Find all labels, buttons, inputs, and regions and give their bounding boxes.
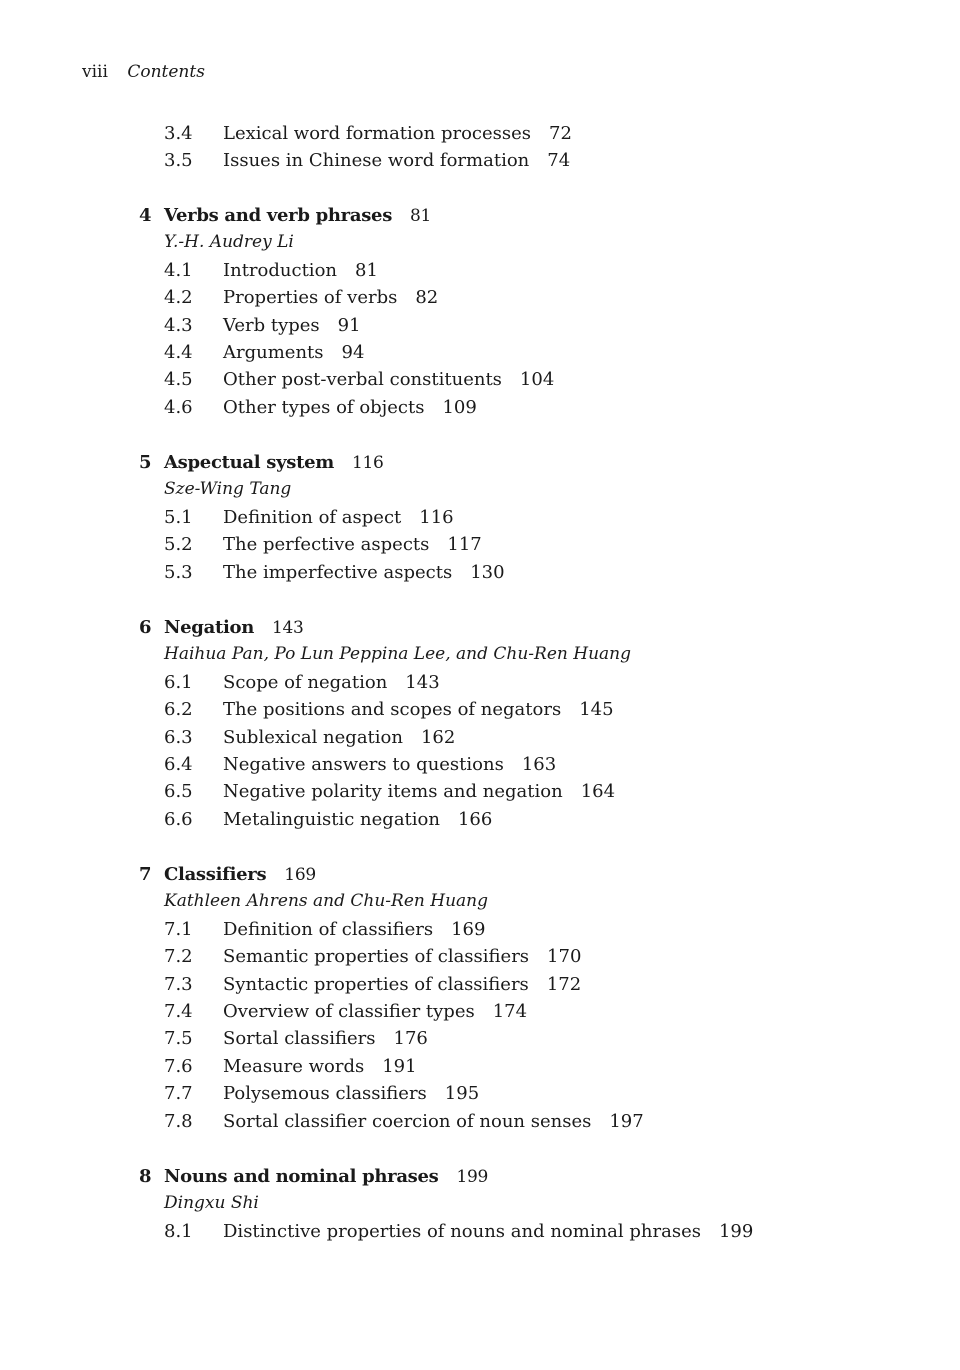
section-title: Semantic properties of classifiers [223, 946, 530, 968]
toc-section[interactable] [0, 778, 960, 805]
chapter-title: Negation [164, 617, 254, 638]
toc-section[interactable] [0, 724, 960, 751]
toc-section[interactable] [0, 1053, 960, 1080]
chapter-heading[interactable] [0, 614, 960, 641]
section-page: 172 [546, 973, 582, 995]
section-title: Negative answers to questions [223, 753, 504, 775]
section-page: 145 [579, 699, 614, 721]
section-number: 4.6 [164, 396, 193, 418]
section-title: Negative polarity items and negation [223, 781, 563, 803]
section-number: 6.4 [164, 753, 193, 775]
toc-section[interactable] [0, 120, 960, 147]
section-title: Definition of aspect [223, 506, 402, 528]
section-title: Definition of classifiers [223, 918, 434, 940]
chapter-author: Haihua Pan, Po Lun Peppina Lee, and Chu-Ren Huang [164, 644, 631, 665]
section-number: 3.5 [164, 150, 193, 172]
chapter-author: Kathleen Ahrens and Chu-Ren Huang [164, 891, 488, 912]
running-title: Contents [127, 62, 205, 82]
section-number: 4.3 [164, 314, 193, 336]
section-page: 166 [457, 808, 493, 830]
section-number: 7.6 [164, 1055, 193, 1077]
section-number: 7.1 [164, 918, 193, 940]
toc-section[interactable] [0, 669, 960, 696]
section-number: 6.5 [164, 781, 193, 803]
section-number: 5.1 [164, 506, 193, 528]
section-title: Sublexical negation [223, 726, 403, 748]
toc-section[interactable] [0, 366, 960, 393]
toc-section[interactable] [0, 284, 960, 311]
toc-section[interactable] [0, 531, 960, 558]
chapter-7 [0, 861, 960, 1135]
toc-section[interactable] [0, 147, 960, 174]
section-number: 3.4 [164, 123, 193, 144]
chapter-number: 6 [139, 617, 152, 638]
section-title: Distinctive properties of nouns and nominal phrases [223, 1220, 701, 1242]
section-number: 5.3 [164, 561, 193, 583]
section-title: Sortal classifier coercion of noun senses [223, 1110, 592, 1132]
toc-section[interactable] [0, 806, 960, 833]
section-number: 6.6 [164, 808, 193, 830]
chapter-author: Y.-H. Audrey Li [164, 232, 294, 253]
toc-section[interactable] [0, 1080, 960, 1107]
section-title: Sortal classifiers [223, 1028, 376, 1050]
toc-section[interactable] [0, 504, 960, 531]
section-page: 94 [341, 341, 365, 363]
lead-sections [0, 120, 960, 175]
section-page: 170 [547, 946, 582, 968]
section-number: 5.2 [164, 534, 193, 556]
section-title: Arguments [223, 341, 324, 363]
toc-section[interactable] [0, 943, 960, 970]
toc-section[interactable] [0, 257, 960, 284]
section-title: The positions and scopes of negators [223, 699, 562, 721]
section-number: 7.8 [164, 1110, 193, 1132]
chapter-author: Dingxu Shi [164, 1193, 259, 1214]
toc-section[interactable] [0, 1108, 960, 1135]
section-page: 176 [393, 1028, 428, 1050]
chapter-number: 8 [139, 1166, 152, 1187]
section-page: 117 [447, 534, 482, 556]
chapter-page: 116 [352, 453, 384, 473]
section-title: Verb types [223, 314, 320, 336]
section-number: 4.2 [164, 287, 193, 309]
section-title: Metalinguistic negation [223, 808, 440, 830]
toc-section[interactable] [0, 998, 960, 1025]
section-title: The imperfective aspects [223, 561, 453, 583]
toc-section[interactable] [0, 312, 960, 339]
section-number: 7.4 [164, 1000, 193, 1022]
chapter-title: Verbs and verb phrases [164, 205, 393, 226]
section-page: 164 [580, 781, 616, 803]
chapter-title: Aspectual system [164, 452, 335, 473]
chapter-heading[interactable] [0, 202, 960, 229]
section-page: 91 [337, 314, 361, 336]
section-title: Scope of negation [223, 671, 388, 693]
toc-section[interactable] [0, 559, 960, 586]
section-number: 6.2 [164, 699, 193, 721]
section-title: The perfective aspects [223, 534, 430, 556]
section-page: 174 [492, 1000, 528, 1022]
section-page: 74 [547, 150, 571, 172]
chapter-heading[interactable] [0, 1163, 960, 1190]
running-head [82, 62, 205, 82]
section-page: 82 [415, 287, 439, 309]
section-title: Overview of classifier types [223, 1000, 475, 1022]
section-page: 104 [519, 369, 555, 391]
chapter-title: Classifiers [164, 864, 267, 885]
section-page: 199 [718, 1220, 754, 1242]
chapter-title: Nouns and nominal phrases [164, 1166, 439, 1187]
section-number: 6.3 [164, 726, 193, 748]
toc-section[interactable] [0, 1025, 960, 1052]
toc-section[interactable] [0, 916, 960, 943]
chapter-heading[interactable] [0, 449, 960, 476]
toc-section[interactable] [0, 971, 960, 998]
chapter-heading[interactable] [0, 861, 960, 888]
toc-section[interactable] [0, 751, 960, 778]
section-page: 163 [521, 753, 557, 775]
section-number: 6.1 [164, 671, 193, 693]
toc-section[interactable] [0, 1218, 960, 1245]
section-title: Other types of objects [223, 396, 425, 418]
section-page: 130 [470, 561, 505, 583]
section-number: 7.7 [164, 1083, 193, 1105]
chapter-number: 5 [139, 452, 152, 473]
page-number: viii [82, 62, 108, 82]
section-title: Introduction [223, 259, 337, 281]
section-title: Measure words [223, 1055, 365, 1077]
toc-section[interactable] [0, 696, 960, 723]
chapter-4 [0, 202, 960, 421]
chapter-author: Sze-Wing Tang [164, 479, 292, 500]
section-number: 7.5 [164, 1028, 193, 1050]
section-page: 143 [405, 671, 440, 693]
section-number: 4.4 [164, 341, 193, 363]
section-number: 8.1 [164, 1220, 193, 1242]
section-page: 197 [609, 1110, 644, 1132]
section-number: 7.3 [164, 973, 193, 995]
section-page: 72 [549, 123, 572, 144]
chapter-5 [0, 449, 960, 586]
toc-section[interactable] [0, 394, 960, 421]
section-title: Syntactic properties of classifiers [223, 973, 529, 995]
chapter-page: 169 [284, 865, 316, 885]
section-title: Issues in Chinese word formation [223, 150, 530, 172]
section-title: Properties of verbs [223, 287, 398, 309]
section-page: 116 [419, 506, 454, 528]
section-page: 195 [444, 1083, 480, 1105]
section-page: 162 [420, 726, 456, 748]
chapter-number: 4 [139, 205, 152, 226]
section-page: 81 [355, 259, 378, 281]
chapter-page: 199 [456, 1167, 489, 1187]
chapter-number: 7 [139, 864, 152, 885]
section-number: 7.2 [164, 946, 193, 968]
section-title: Other post-verbal constituents [223, 369, 502, 391]
section-number: 4.5 [164, 369, 193, 391]
chapter-page: 143 [272, 618, 304, 638]
section-title: Lexical word formation processes [223, 123, 532, 144]
section-title: Polysemous classifiers [223, 1083, 427, 1105]
chapter-page: 81 [410, 206, 432, 226]
section-page: 191 [382, 1055, 417, 1077]
section-number: 4.1 [164, 259, 193, 281]
chapter-8 [0, 1163, 960, 1245]
chapter-6 [0, 614, 960, 833]
section-page: 169 [451, 918, 486, 940]
section-page: 109 [442, 396, 477, 418]
toc-section[interactable] [0, 339, 960, 366]
